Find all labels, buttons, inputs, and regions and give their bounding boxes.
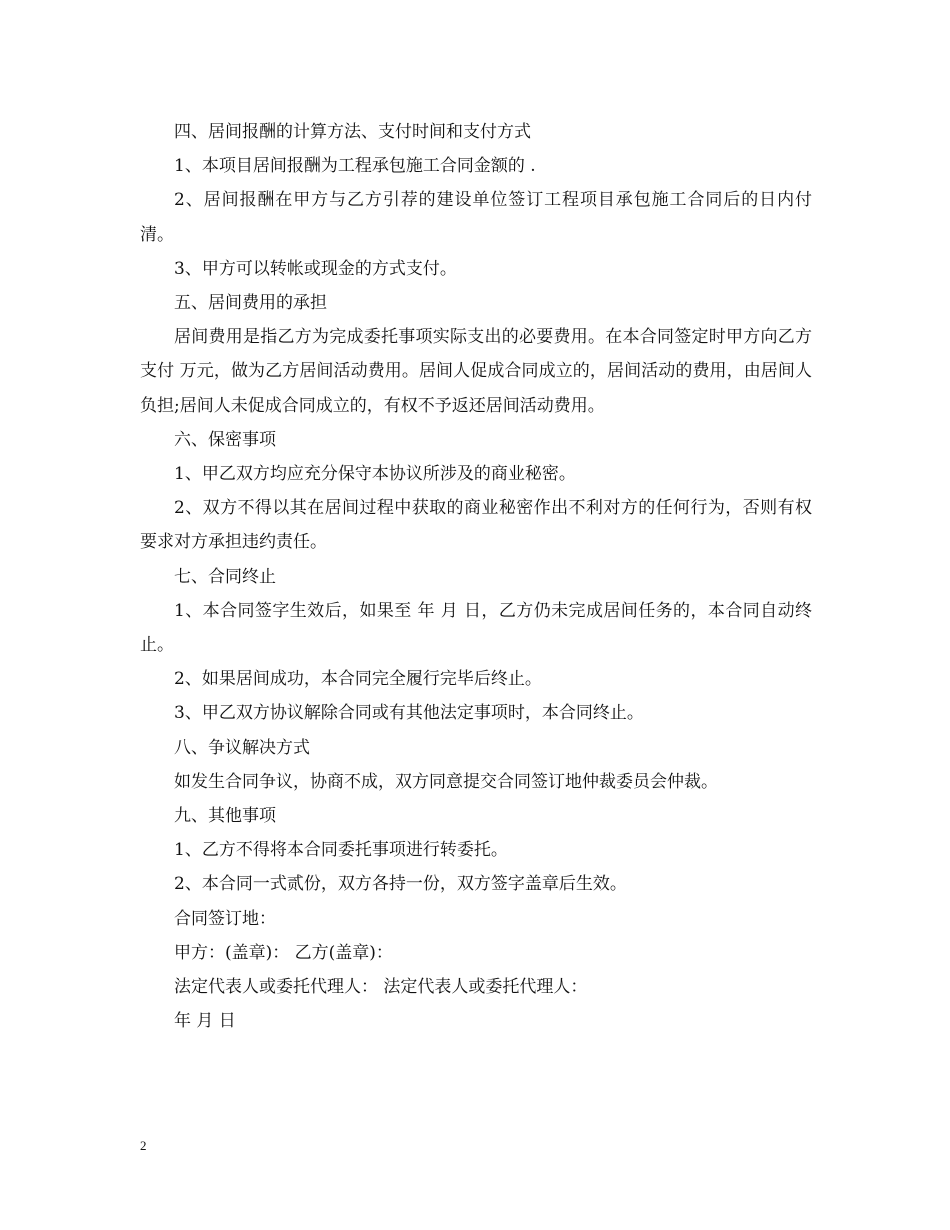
clause-expenses: 居间费用是指乙方为完成委托事项实际支出的必要费用。在本合同签定时甲方向乙方支付 万元，做为乙方居间活动费用。居间人促成合同成立的，居间活动的费用，由居间人负担;居间人未促成合同成立的，有权不予返还居间活动费用。	[140, 327, 812, 416]
clause-remuneration-amount: 1、本项目居间报酬为工程承包施工合同金额的 .	[174, 156, 536, 177]
section-heading-termination: 七、合同终止	[174, 566, 276, 587]
clause-other-2: 2、本合同一式贰份，双方各持一份，双方签字盖章后生效。	[174, 874, 627, 895]
signing-date: 年 月 日	[174, 1011, 236, 1032]
clause-confidentiality-1: 1、甲乙双方均应充分保守本协议所涉及的商业秘密。	[174, 464, 576, 485]
page-number: 2	[140, 1138, 147, 1153]
section-heading-dispute: 八、争议解决方式	[174, 737, 310, 758]
clause-payment-method: 3、甲方可以转帐或现金的方式支付。	[174, 258, 457, 279]
section-heading-expenses: 五、居间费用的承担	[174, 293, 327, 314]
section-heading-other: 九、其他事项	[174, 806, 276, 827]
clause-termination-2: 2、如果居间成功，本合同完全履行完毕后终止。	[174, 669, 542, 690]
clause-confidentiality-2: 2、双方不得以其在居间过程中获取的商业秘密作出不利对方的任何行为，否则有权要求对方承担违约责任。	[140, 498, 812, 553]
contract-body	[140, 115, 812, 1038]
clause-termination-3: 3、甲乙双方协议解除合同或有其他法定事项时，本合同终止。	[174, 703, 644, 724]
clause-termination-1: 1、本合同签字生效后，如果至 年 月 日，乙方仍未完成居间任务的，本合同自动终止。	[140, 600, 812, 656]
clause-dispute: 如发生合同争议，协商不成，双方同意提交合同签订地仲裁委员会仲裁。	[174, 771, 718, 792]
signing-place: 合同签订地：	[174, 908, 276, 929]
section-heading-confidentiality: 六、保密事项	[174, 429, 276, 450]
clause-remuneration-timing: 2、居间报酬在甲方与乙方引荐的建设单位签订工程项目承包施工合同后的日内付清。	[140, 190, 812, 245]
legal-representatives: 法定代表人或委托代理人： 法定代表人或委托代理人：	[174, 977, 588, 998]
clause-other-1: 1、乙方不得将本合同委托事项进行转委托。	[174, 840, 508, 861]
party-seals: 甲方：(盖章)： 乙方(盖章)：	[174, 942, 393, 963]
section-heading-remuneration: 四、居间报酬的计算方法、支付时间和支付方式	[174, 122, 531, 142]
